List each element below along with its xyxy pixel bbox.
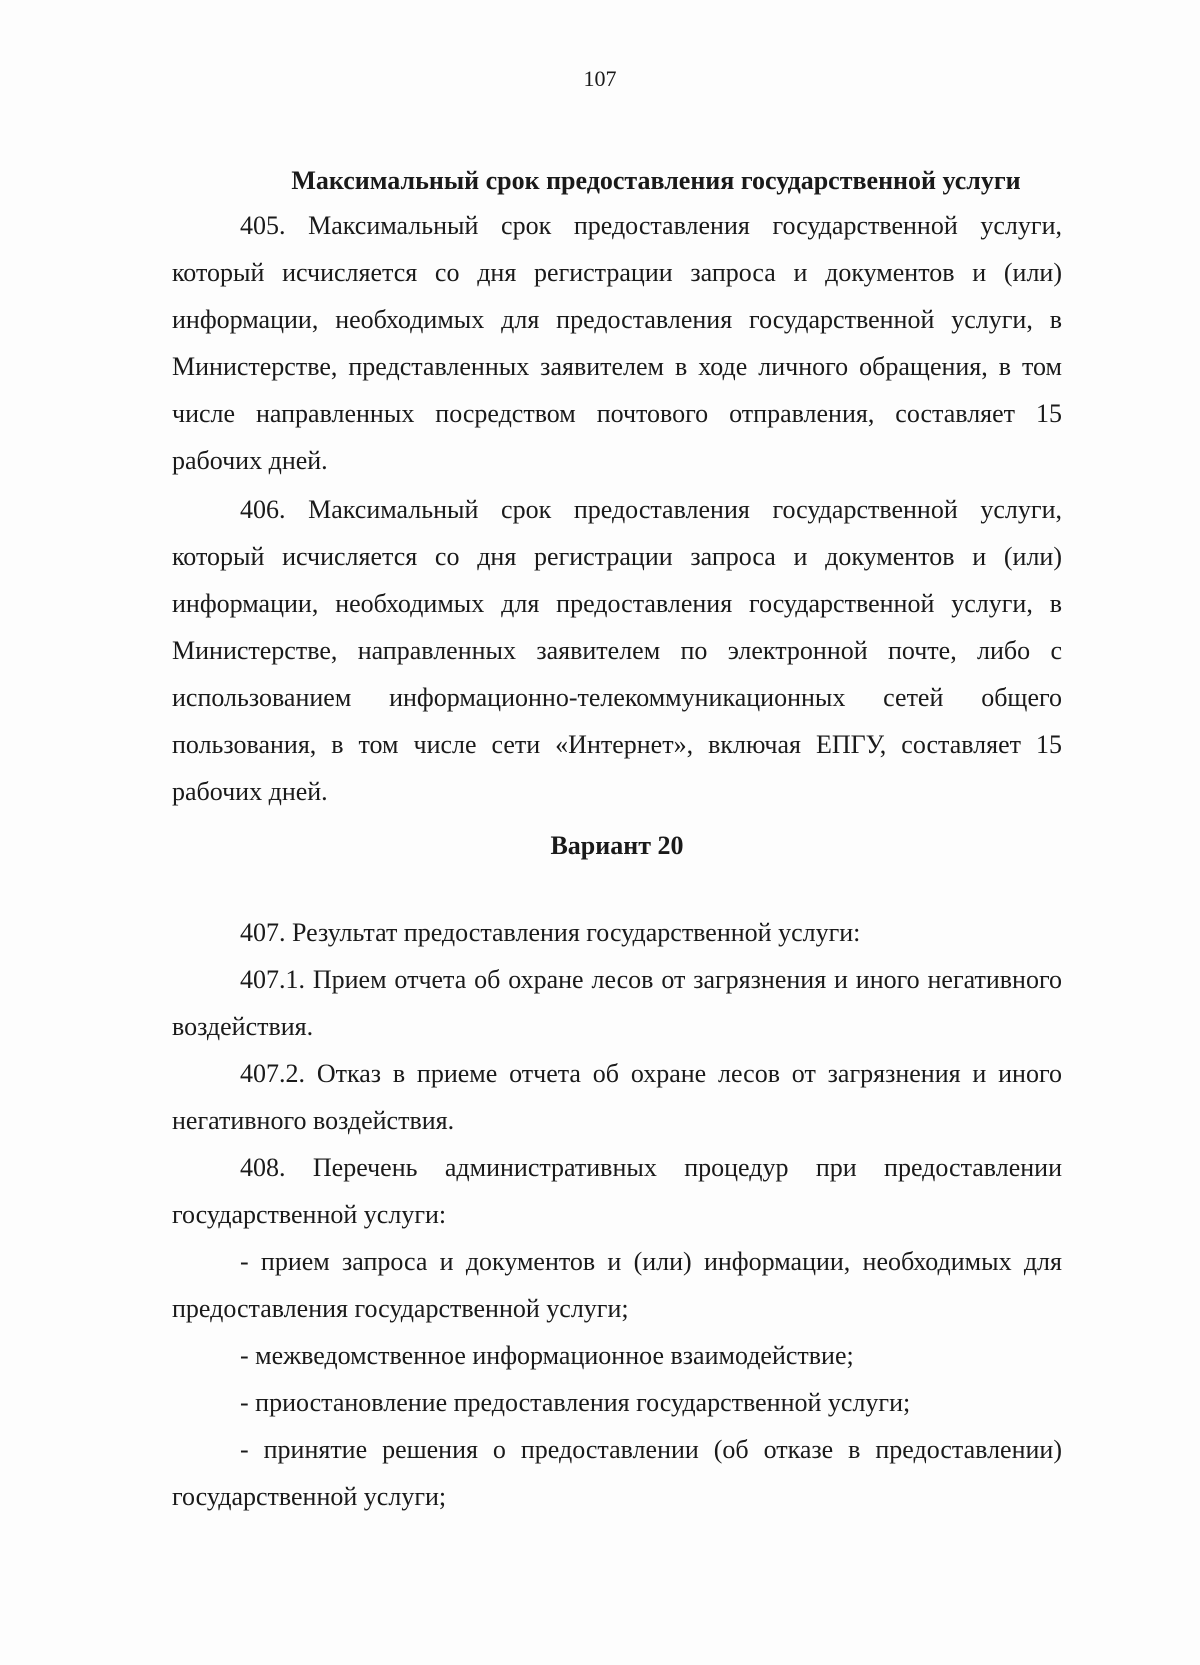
document-body (172, 157, 1062, 1520)
paragraph-407: 407. Результат предоставления государственной услуги: (240, 918, 861, 947)
variant-heading: Вариант 20 (550, 831, 684, 860)
section-heading: Максимальный срок предоставления государственной услуги (291, 166, 1021, 195)
procedure-item: - принятие решения о предоставлении (об отказе в предоставлении) государственной услуги; (172, 1435, 1062, 1511)
procedure-item: - приостановление предоставления государственной услуги; (240, 1388, 911, 1417)
paragraph-407-1: 407.1. Прием отчета об охране лесов от загрязнения и иного негативного воздействия. (172, 965, 1062, 1041)
paragraph-405: 405. Максимальный срок предоставления государственной услуги, который исчисляется со дня регистрации запроса и документов и (или) информации, необходимых для предоставления государственной услуги, в Министерстве, представленных заявителем в ходе личного обращения, в том числе направленных посредством почтового отправления, составляет 15 рабочих дней. (172, 211, 1062, 475)
page-number: 107 (583, 66, 617, 91)
paragraph-406: 406. Максимальный срок предоставления государственной услуги, который исчисляется со дня регистрации запроса и документов и (или) информации, необходимых для предоставления государственной услуги, в Министерстве, направленных заявителем по электронной почте, либо с использованием информационно-телекоммуникационных сетей общего пользования, в том числе сети «Интернет», включая ЕПГУ, составляет 15 рабочих дней. (172, 495, 1062, 806)
paragraph-407-2: 407.2. Отказ в приеме отчета об охране лесов от загрязнения и иного негативного воздействия. (172, 1059, 1062, 1135)
paragraph-408: 408. Перечень административных процедур при предоставлении государственной услуги: (172, 1153, 1062, 1229)
procedure-item: - прием запроса и документов и (или) информации, необходимых для предоставления государственной услуги; (172, 1247, 1062, 1323)
procedure-item: - межведомственное информационное взаимодействие; (240, 1341, 854, 1370)
